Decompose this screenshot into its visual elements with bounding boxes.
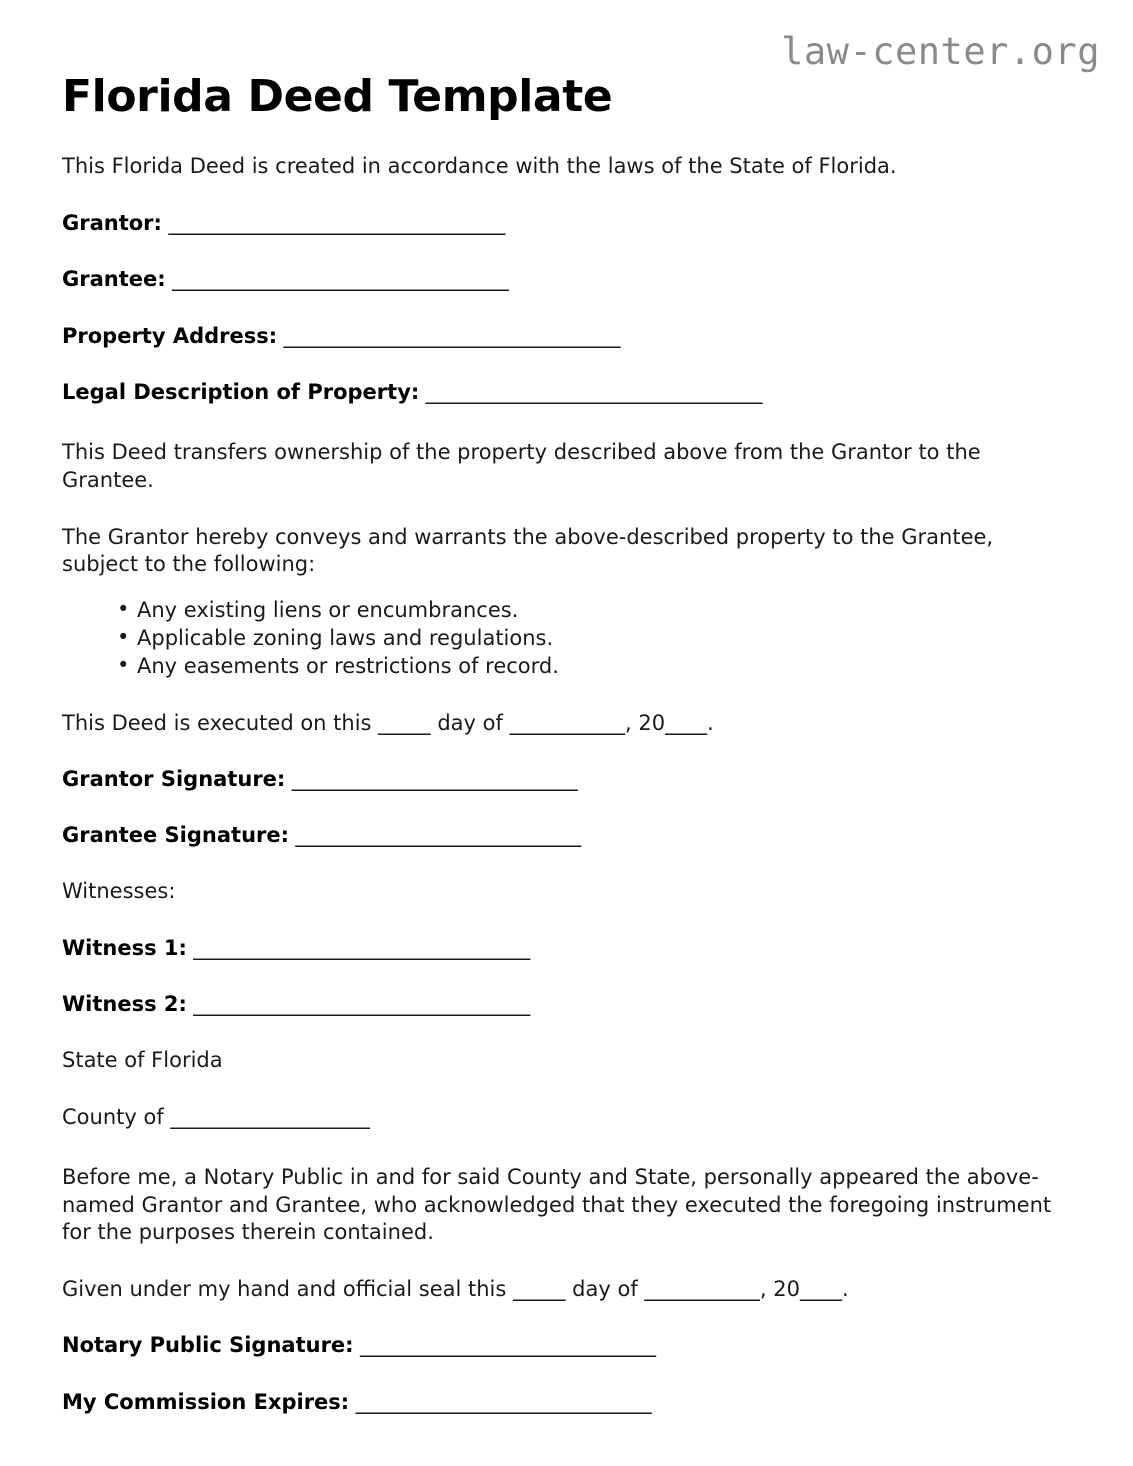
site-watermark: law-center.org [781,30,1100,73]
field-grantee-label: Grantee: [62,267,166,292]
field-grantor-signature[interactable] [62,737,1071,793]
list-item: • Any easements or restrictions of record. [117,653,1071,680]
field-witness-1-label: Witness 1: [62,935,187,960]
field-grantor-signature-label: Grantor Signature: [62,766,286,791]
field-witness-1[interactable] [62,906,1071,962]
field-witness-1-rule[interactable]: _________________________________ [186,935,530,960]
field-grantee[interactable] [62,237,1071,293]
field-commission-expires[interactable] [62,1360,1071,1416]
field-grantor-label: Grantor: [62,210,162,235]
field-commission-expires-rule[interactable]: _____________________________ [349,1389,652,1414]
field-grantee-signature-rule[interactable]: ____________________________ [289,823,581,848]
field-grantor-signature-rule[interactable]: ____________________________ [285,766,578,791]
notary-seal-date-line[interactable]: Given under my hand and official seal this _____ day of ___________, 20____. [62,1277,849,1302]
notary-acknowledgement-paragraph: Before me, a Notary Public in and for said County and State, personally appeared the above-named Grantor and Grantee, who acknowledged that they executed the foregoing instrument for the purposes therein contained. [62,1164,1052,1245]
field-legal-description-label: Legal Description of Property: [62,379,420,404]
field-witness-2-rule[interactable]: _________________________________ [186,992,530,1017]
transfer-paragraph: This Deed transfers ownership of the property described above from the Grantor to the Grantee. [62,440,981,492]
field-grantee-rule[interactable]: _________________________________ [165,267,509,292]
list-item: • Applicable zoning laws and regulations. [117,625,1071,652]
witnesses-heading: Witnesses: [62,879,176,904]
state-line: State of Florida [62,1048,223,1073]
field-notary-signature-label: Notary Public Signature: [62,1333,354,1358]
field-grantee-signature[interactable] [62,793,1071,849]
field-witness-2-label: Witness 2: [62,992,187,1017]
field-grantee-signature-label: Grantee Signature: [62,823,290,848]
field-legal-description-rule[interactable]: _________________________________ [419,379,763,404]
execution-date-line[interactable]: This Deed is executed on this _____ day of ___________, 20____. [62,710,714,735]
field-commission-expires-label: My Commission Expires: [62,1389,350,1414]
list-item: • Any existing liens or encumbrances. [117,597,1071,624]
field-witness-2[interactable] [62,962,1071,1018]
page-title: Florida Deed Template [62,71,613,122]
field-legal-description[interactable] [62,350,1071,406]
intro-paragraph: This Florida Deed is created in accordance with the laws of the State of Florida. [62,154,897,179]
field-grantor-rule[interactable]: _________________________________ [161,210,505,235]
field-notary-signature-rule[interactable]: _____________________________ [353,1333,656,1358]
field-grantor[interactable] [62,181,1071,237]
field-property-address-rule[interactable]: _________________________________ [277,323,621,348]
field-property-address[interactable] [62,294,1071,350]
field-notary-signature[interactable] [62,1303,1071,1359]
conveyance-paragraph: The Grantor hereby conveys and warrants the above-described property to the Grantee, subject to the following: [62,524,994,577]
field-property-address-label: Property Address: [62,323,278,348]
terms-list [62,579,1071,680]
county-line[interactable]: County of ___________________ [62,1104,370,1129]
